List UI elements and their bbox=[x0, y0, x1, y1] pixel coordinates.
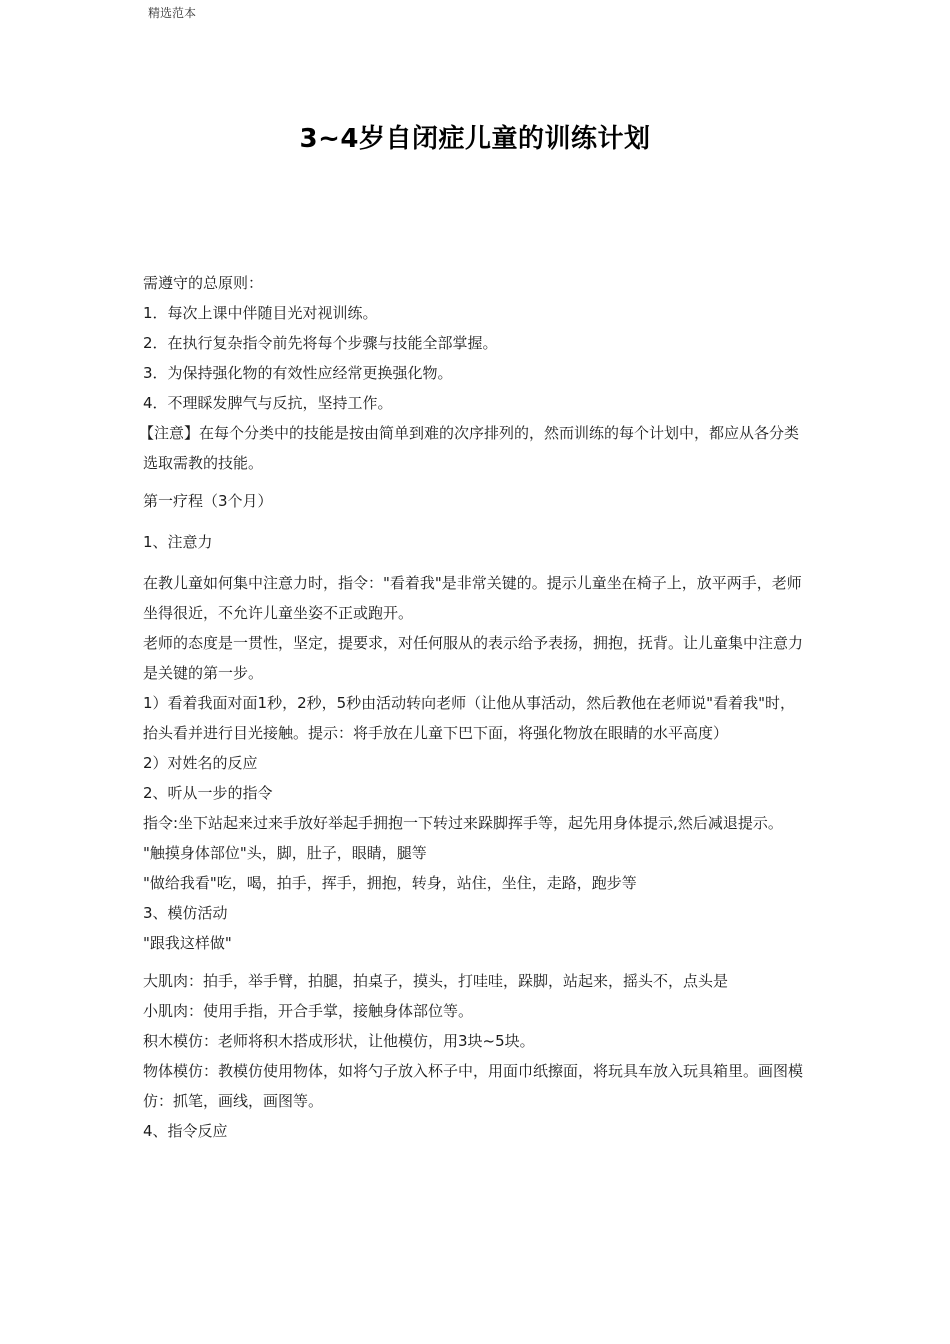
attention-item-look-at-me: 1）看着我面对面1秒，2秒，5秒由活动转向老师（让他从事活动，然后教他在老师说"看着我"时，抬头看并进行目光接触。提示：将手放在儿童下巴下面，将强化物放在眼睛的水平高度） bbox=[143, 694, 795, 742]
document-title: 3~4岁自闭症儿童的训练计划 bbox=[299, 124, 651, 154]
imitation-fine-motor: 小肌肉：使用手指，开合手掌，接触身体部位等。 bbox=[143, 1002, 474, 1020]
attention-paragraph: 在教儿童如何集中注意力时，指令："看着我"是非常关键的。提示儿童坐在椅子上，放平两手，老师坐得很近，不允许儿童坐姿不正或跑开。 bbox=[143, 574, 802, 622]
imitation-gross-motor: 大肌肉：拍手，举手臂，拍腿，拍桌子，摸头，打哇哇，跺脚，站起来，摇头不，点头是 bbox=[143, 972, 729, 990]
note-paragraph: 【注意】在每个分类中的技能是按由简单到难的次序排列的，然而训练的每个计划中，都应从各分类选取需教的技能。 bbox=[139, 424, 800, 472]
instructions-paragraph: 指令:坐下站起来过来手放好举起手拥抱一下转过来跺脚挥手等，起先用身体提示,然后减退提示。 bbox=[143, 814, 783, 832]
imitation-objects: 物体模仿：教模仿使用物体，如将勺子放入杯子中，用面巾纸擦面，将玩具车放入玩具箱里。画图模仿：抓笔，画线，画图等。 bbox=[143, 1062, 804, 1110]
section-heading-instructions: 2、听从一步的指令 bbox=[143, 784, 273, 802]
principles-heading: 需遵守的总原则： bbox=[143, 274, 264, 292]
course-heading: 第一疗程（3个月） bbox=[143, 492, 273, 510]
document-body bbox=[139, 268, 808, 1146]
imitation-quote: "跟我这样做" bbox=[143, 934, 232, 952]
principle-item: 3．为保持强化物的有效性应经常更换强化物。 bbox=[143, 364, 453, 382]
principle-item: 1．每次上课中伴随目光对视训练。 bbox=[143, 304, 378, 322]
section-heading-imitation: 3、模仿活动 bbox=[143, 904, 228, 922]
instructions-show-me: "做给我看"吃，喝，拍手，挥手，拥抱，转身，站住，坐住，走路，跑步等 bbox=[143, 874, 637, 892]
attention-item-name-response: 2）对姓名的反应 bbox=[143, 754, 258, 772]
principle-item: 2．在执行复杂指令前先将每个步骤与技能全部掌握。 bbox=[143, 334, 498, 352]
section-heading-attention: 1、注意力 bbox=[143, 533, 213, 551]
section-heading-commands: 4、指令反应 bbox=[143, 1122, 228, 1140]
header-label: 精选范本 bbox=[148, 6, 197, 20]
imitation-blocks: 积木模仿：老师将积木搭成形状，让他模仿，用3块~5块。 bbox=[143, 1032, 535, 1050]
principle-item: 4．不理睬发脾气与反抗，坚持工作。 bbox=[143, 394, 393, 412]
attention-paragraph: 老师的态度是一贯性，坚定，提要求，对任何服从的表示给予表扬，拥抱，抚背。让儿童集中注意力是关键的第一步。 bbox=[143, 634, 804, 682]
instructions-body-parts: "触摸身体部位"头，脚，肚子，眼睛，腿等 bbox=[143, 844, 427, 862]
